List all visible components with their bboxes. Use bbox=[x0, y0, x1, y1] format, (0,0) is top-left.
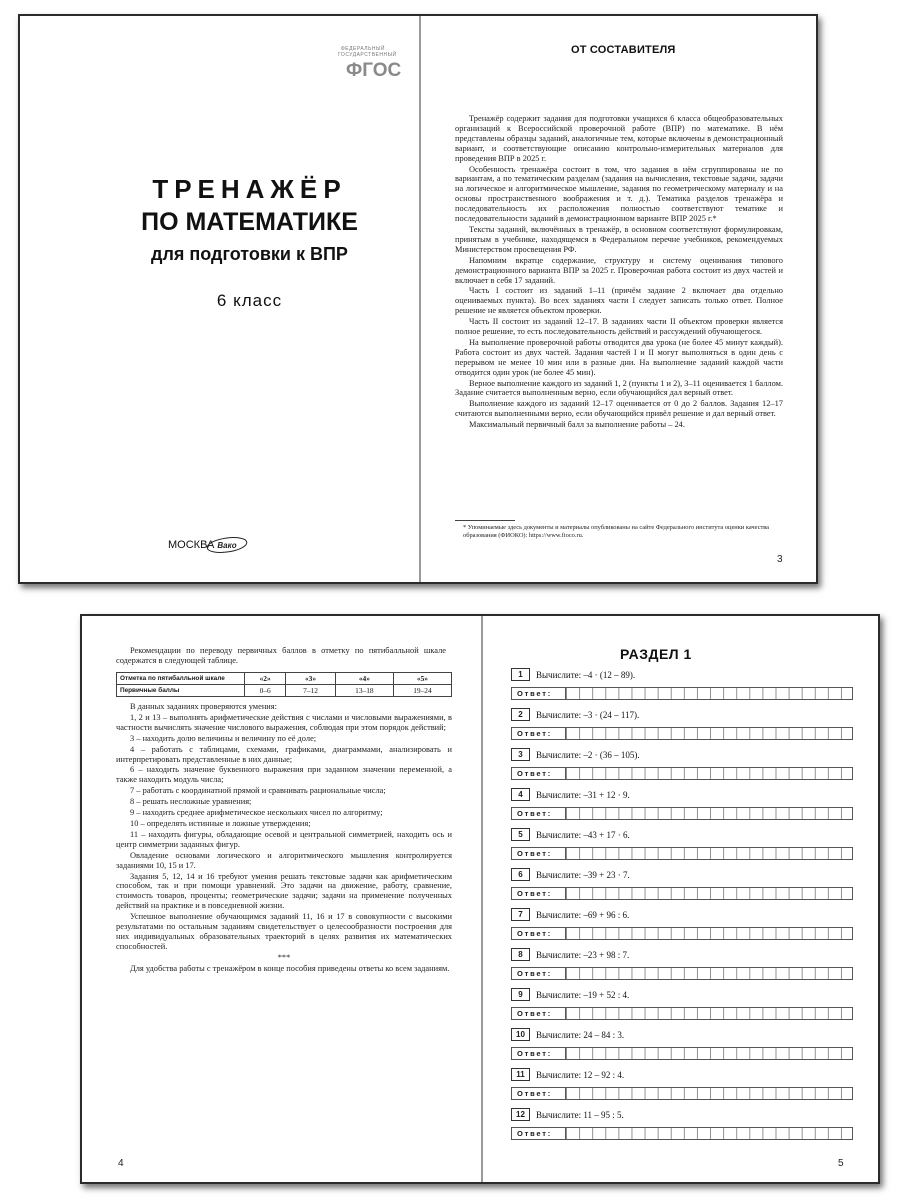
task-number-box: 3 bbox=[511, 748, 530, 761]
skills-paragraph: 3 – находить долю величины и величину по её доле; bbox=[130, 733, 317, 743]
cover-title-line2: ПО МАТЕМАТИКЕ bbox=[141, 208, 358, 236]
fgos-logo bbox=[338, 46, 402, 96]
publisher-logo bbox=[205, 536, 249, 554]
task-number-box: 7 bbox=[511, 908, 530, 921]
answer-grid-cells[interactable] bbox=[566, 928, 852, 939]
task-question-row bbox=[511, 948, 629, 961]
answer-label: Ответ: bbox=[512, 728, 566, 739]
answer-label: Ответ: bbox=[512, 888, 566, 899]
table-cell: «3» bbox=[286, 673, 336, 685]
skills-paragraph: Задания 5, 12, 14 и 16 требуют умения решать текстовые задачи как арифметическим способом, так и при помощи уравнений. Это задачи на движение, работу, сравнение, стоимость товаров, проценты; геометрические задачи; задачи на применение полученных действий на практике и в повседневной жизни. bbox=[116, 871, 452, 911]
task-question-row bbox=[511, 1068, 624, 1081]
skills-paragraph: 6 – находить значение буквенного выражения при заданном значении переменной, а также находить модуль числа; bbox=[116, 765, 452, 785]
answer-field[interactable] bbox=[511, 807, 853, 820]
page-5 bbox=[483, 616, 882, 1182]
answer-field[interactable] bbox=[511, 767, 853, 780]
page-4 bbox=[82, 616, 481, 1182]
task-question-text: Вычислите: 11 – 95 : 5. bbox=[536, 1109, 624, 1120]
intro-paragraph: На выполнение проверочной работы отводится два урока (не более 45 минут каждый). Работа состоит из двух частей. Задания частей I и II могут выполняться в один день с перерывом не менее 10 мин или в разные дни. На выполнение заданий каждой части отводится один урок (не более 45 мин). bbox=[455, 337, 783, 377]
task-item bbox=[511, 708, 853, 746]
answer-label: Ответ: bbox=[512, 1088, 566, 1099]
answer-grid-cells[interactable] bbox=[566, 1008, 852, 1019]
task-question-row bbox=[511, 868, 630, 881]
task-number-box: 12 bbox=[511, 1108, 530, 1121]
answer-grid-cells[interactable] bbox=[566, 688, 852, 699]
skills-paragraph: В данных заданиях проверяются умения: bbox=[130, 702, 277, 711]
task-item bbox=[511, 748, 853, 786]
skills-paragraph: 8 – решать несложные уравнения; bbox=[130, 797, 252, 807]
task-question-text: Вычислите: 12 – 92 : 4. bbox=[536, 1069, 625, 1080]
skills-paragraph: Успешное выполнение обучающимся заданий 11, 16 и 17 в совокупности с высокими результатами по остальным заданиям свидетельствует о целесообразности построения для них индивидуальных образовательных траекторий в целях развития их математических способностей. bbox=[116, 912, 452, 951]
answer-grid-cells[interactable] bbox=[566, 1128, 852, 1139]
intro-paragraph: Напомним вкратце содержание, структуру и систему оценивания типового демонстрационного варианта ВПР за 2025 г. Проверочная работа состоит из двух частей и включает в себя 17 заданий. bbox=[455, 255, 783, 285]
task-question-text: Вычислите: –31 + 12 · 9. bbox=[536, 789, 630, 800]
answer-label: Ответ: bbox=[512, 928, 566, 939]
fgos-logo-text: ФГОС bbox=[346, 60, 402, 81]
skills-paragraph: 7 – работать с координатной прямой и сравнивать рациональные числа; bbox=[130, 786, 386, 796]
table-cell: 7–12 bbox=[286, 685, 336, 697]
answer-label: Ответ: bbox=[512, 768, 566, 779]
task-number-box: 4 bbox=[511, 788, 530, 801]
answer-label: Ответ: bbox=[512, 968, 566, 979]
answer-field[interactable] bbox=[511, 1127, 853, 1140]
task-question-text: Вычислите: –3 · (24 – 117). bbox=[536, 709, 640, 720]
answer-label: Ответ: bbox=[512, 1048, 566, 1059]
task-item bbox=[511, 908, 853, 946]
skills-paragraph: 4 – работать с таблицами, схемами, графиками, диаграммами, анализировать и интерпретировать представленные в них данные; bbox=[116, 744, 452, 764]
intro-paragraph: Тексты заданий, включённых в тренажёр, в основном соответствуют формулировкам, принятым в учебнике, находящемся в Федеральном перечне учебников, рекомендуемых Министерством просвещения РФ. bbox=[455, 224, 783, 254]
page-number: 5 bbox=[838, 1158, 844, 1169]
answer-field[interactable] bbox=[511, 1007, 853, 1020]
skills-paragraph: Овладение основами логического и алгоритмического мышления контролируется заданиями 10, 15 и 17. bbox=[116, 850, 452, 870]
table-cell: «4» bbox=[335, 673, 393, 685]
page-number: 3 bbox=[777, 554, 783, 565]
task-number-box: 11 bbox=[511, 1068, 530, 1081]
task-item bbox=[511, 788, 853, 826]
task-number-box: 9 bbox=[511, 988, 530, 1001]
answer-field[interactable] bbox=[511, 1047, 853, 1060]
spread-pages-4-5 bbox=[80, 614, 880, 1184]
closing-paragraph: Для удобства работы с тренажёром в конце пособия приведены ответы ко всем заданиям. bbox=[130, 963, 450, 973]
publisher-logo-text: Вако bbox=[217, 541, 237, 550]
score-conversion-table bbox=[116, 672, 452, 697]
table-row-label: Первичные баллы bbox=[117, 685, 245, 697]
table-cell: 0–6 bbox=[245, 685, 286, 697]
task-question-row bbox=[511, 908, 629, 921]
task-question-text: Вычислите: –2 · (36 – 105). bbox=[536, 749, 640, 760]
intro-paragraph: Верное выполнение каждого из заданий 1, 2 (пункты 1 и 2), 3–11 оценивается 1 баллом. Задание считается выполненным верно, если обучающийся дал верный ответ. bbox=[455, 378, 783, 398]
intro-paragraph: Максимальный первичный балл за выполнение работы – 24. bbox=[469, 420, 685, 430]
task-number-box: 6 bbox=[511, 868, 530, 881]
task-item bbox=[511, 868, 853, 906]
answer-grid-cells[interactable] bbox=[566, 808, 852, 819]
task-question-row bbox=[511, 788, 630, 801]
answer-field[interactable] bbox=[511, 847, 853, 860]
answer-field[interactable] bbox=[511, 927, 853, 940]
answer-grid-cells[interactable] bbox=[566, 888, 852, 899]
intro-body bbox=[455, 114, 783, 431]
task-item bbox=[511, 668, 853, 706]
task-question-row bbox=[511, 828, 630, 841]
task-number-box: 1 bbox=[511, 668, 530, 681]
task-question-row bbox=[511, 988, 629, 1001]
answer-label: Ответ: bbox=[512, 1128, 566, 1139]
answer-grid-cells[interactable] bbox=[566, 968, 852, 979]
answer-label: Ответ: bbox=[512, 688, 566, 699]
task-question-text: Вычислите: –23 + 98 : 7. bbox=[536, 949, 630, 960]
task-question-row bbox=[511, 748, 640, 761]
table-cell: 13–18 bbox=[335, 685, 393, 697]
table-cell: «2» bbox=[245, 673, 286, 685]
cover-title-line1: ТРЕНАЖЁР bbox=[152, 174, 347, 204]
section-heading: РАЗДЕЛ 1 bbox=[620, 646, 692, 662]
skills-paragraph: 10 – определять истинные и ложные утверждения; bbox=[130, 818, 311, 828]
task-question-text: Вычислите: 24 – 84 : 3. bbox=[536, 1029, 625, 1040]
task-item bbox=[511, 828, 853, 866]
skills-paragraph: 1, 2 и 13 – выполнять арифметические действия с числами и числовыми выражениями, в частности вычислять значение числового выражения, соблюдая при этом порядок действий; bbox=[116, 712, 452, 732]
task-question-text: Вычислите: –19 + 52 : 4. bbox=[536, 989, 630, 1000]
footnote: * Упоминаемые здесь документы и материалы опубликованы на сайте Федерального института оценки качества образования (ФИОКО): https://www.fioco.ru. bbox=[463, 524, 770, 539]
task-question-text: Вычислите: –4 · (12 – 89). bbox=[536, 669, 636, 680]
answer-grid-cells[interactable] bbox=[566, 1048, 852, 1059]
table-row bbox=[117, 685, 452, 697]
task-number-box: 10 bbox=[511, 1028, 530, 1041]
skills-paragraph: 9 – находить среднее арифметическое нескольких чисел по алгоритму; bbox=[130, 808, 383, 818]
cover-page bbox=[20, 16, 419, 582]
intro-paragraph: Часть II состоит из заданий 12–17. В заданиях части II объектом проверки является полное решение, то есть последовательность действий и рассуждений обучающегося. bbox=[455, 317, 783, 337]
task-question-text: Вычислите: –39 + 23 · 7. bbox=[536, 869, 630, 880]
task-question-text: Вычислите: –43 + 17 · 6. bbox=[536, 829, 630, 840]
spread-cover-and-intro bbox=[18, 14, 818, 584]
task-item bbox=[511, 1108, 853, 1146]
intro-paragraph: Часть I состоит из заданий 1–11 (причём задание 2 включает два отдельно оцениваемых пункта). Во всех заданиях части I следует записать только ответ. Полное решение не является объектом проверки. bbox=[455, 286, 783, 316]
task-question-row bbox=[511, 1108, 624, 1121]
answer-label: Ответ: bbox=[512, 848, 566, 859]
task-item bbox=[511, 1028, 853, 1066]
cover-grade: 6 класс bbox=[216, 291, 283, 310]
table-cell: 19–24 bbox=[393, 685, 451, 697]
answer-field[interactable] bbox=[511, 967, 853, 980]
answer-grid-cells[interactable] bbox=[566, 1088, 852, 1099]
task-question-row bbox=[511, 1028, 624, 1041]
table-row-label: Отметка по пятибалльной шкале bbox=[117, 673, 245, 685]
task-item bbox=[511, 1068, 853, 1106]
page-number: 4 bbox=[118, 1158, 124, 1169]
intro-heading: ОТ СОСТАВИТЕЛЯ bbox=[571, 44, 676, 56]
task-question-text: Вычислите: –69 + 96 : 6. bbox=[536, 909, 630, 920]
task-item bbox=[511, 948, 853, 986]
footnote-rule bbox=[455, 520, 515, 521]
answer-field[interactable] bbox=[511, 1087, 853, 1100]
answer-field[interactable] bbox=[511, 887, 853, 900]
answer-grid-cells[interactable] bbox=[566, 728, 852, 739]
intro-paragraph: Тренажёр содержит задания для подготовки учащихся 6 класса общеобразовательных организаций к Всероссийской проверочной работе (ВПР) по математике. В нём представлены образцы заданий, аналогичные тем, которые включены в демонстрационный вариант, и соответствующие описанию контрольно-измерительных материалов для проведения ВПР в 2025 г. bbox=[455, 114, 783, 163]
answer-field[interactable] bbox=[511, 727, 853, 740]
cover-title-line3: для подготовки к ВПР bbox=[151, 244, 348, 264]
task-number-box: 8 bbox=[511, 948, 530, 961]
table-cell: «5» bbox=[393, 673, 451, 685]
answer-grid-cells[interactable] bbox=[566, 848, 852, 859]
fgos-logo-arc-text: ФЕДЕРАЛЬНЫЙ ГОСУДАРСТВЕННЫЙ bbox=[338, 46, 397, 58]
answer-field[interactable] bbox=[511, 687, 853, 700]
page-3 bbox=[421, 16, 820, 582]
table-row bbox=[117, 673, 452, 685]
intro-paragraph: Особенность тренажёра состоит в том, что задания в нём сгруппированы не по вариантам, а по тематическим разделам (задания на вычисления, текстовые задачи, задачи на логическое и алгоритмическое мышление, задания по геометрическому материалу и на основы пространственного воображения и т. д.). Тематика разделов тренажёра и последовательность их расположения полностью соответствуют тематике и последовательности заданий в демонстрационном варианте ВПР 2025 г.* bbox=[455, 164, 783, 224]
answer-grid-cells[interactable] bbox=[566, 768, 852, 779]
publisher-city: МОСКВА bbox=[168, 539, 215, 551]
intro-paragraph: Выполнение каждого из заданий 12–17 оценивается от 0 до 2 баллов. Задания 12–17 считаются выполненными верно, если обучающийся привёл решение и дал верный ответ. bbox=[455, 399, 783, 419]
skills-paragraph: 11 – находить фигуры, обладающие осевой и центральной симметрией, находить ось и центр симметрии заданных фигур. bbox=[116, 829, 452, 849]
separator-stars: *** bbox=[277, 952, 291, 962]
task-question-row bbox=[511, 668, 635, 681]
task-number-box: 5 bbox=[511, 828, 530, 841]
answer-label: Ответ: bbox=[512, 808, 566, 819]
skills-body bbox=[116, 702, 452, 975]
answer-label: Ответ: bbox=[512, 1008, 566, 1019]
recommendations-intro-text: Рекомендации по переводу первичных баллов в отметку по пятибалльной шкале содержатся в следующей таблице. bbox=[116, 646, 446, 665]
recommendations-intro bbox=[116, 646, 446, 667]
task-question-row bbox=[511, 708, 639, 721]
task-number-box: 2 bbox=[511, 708, 530, 721]
task-item bbox=[511, 988, 853, 1026]
